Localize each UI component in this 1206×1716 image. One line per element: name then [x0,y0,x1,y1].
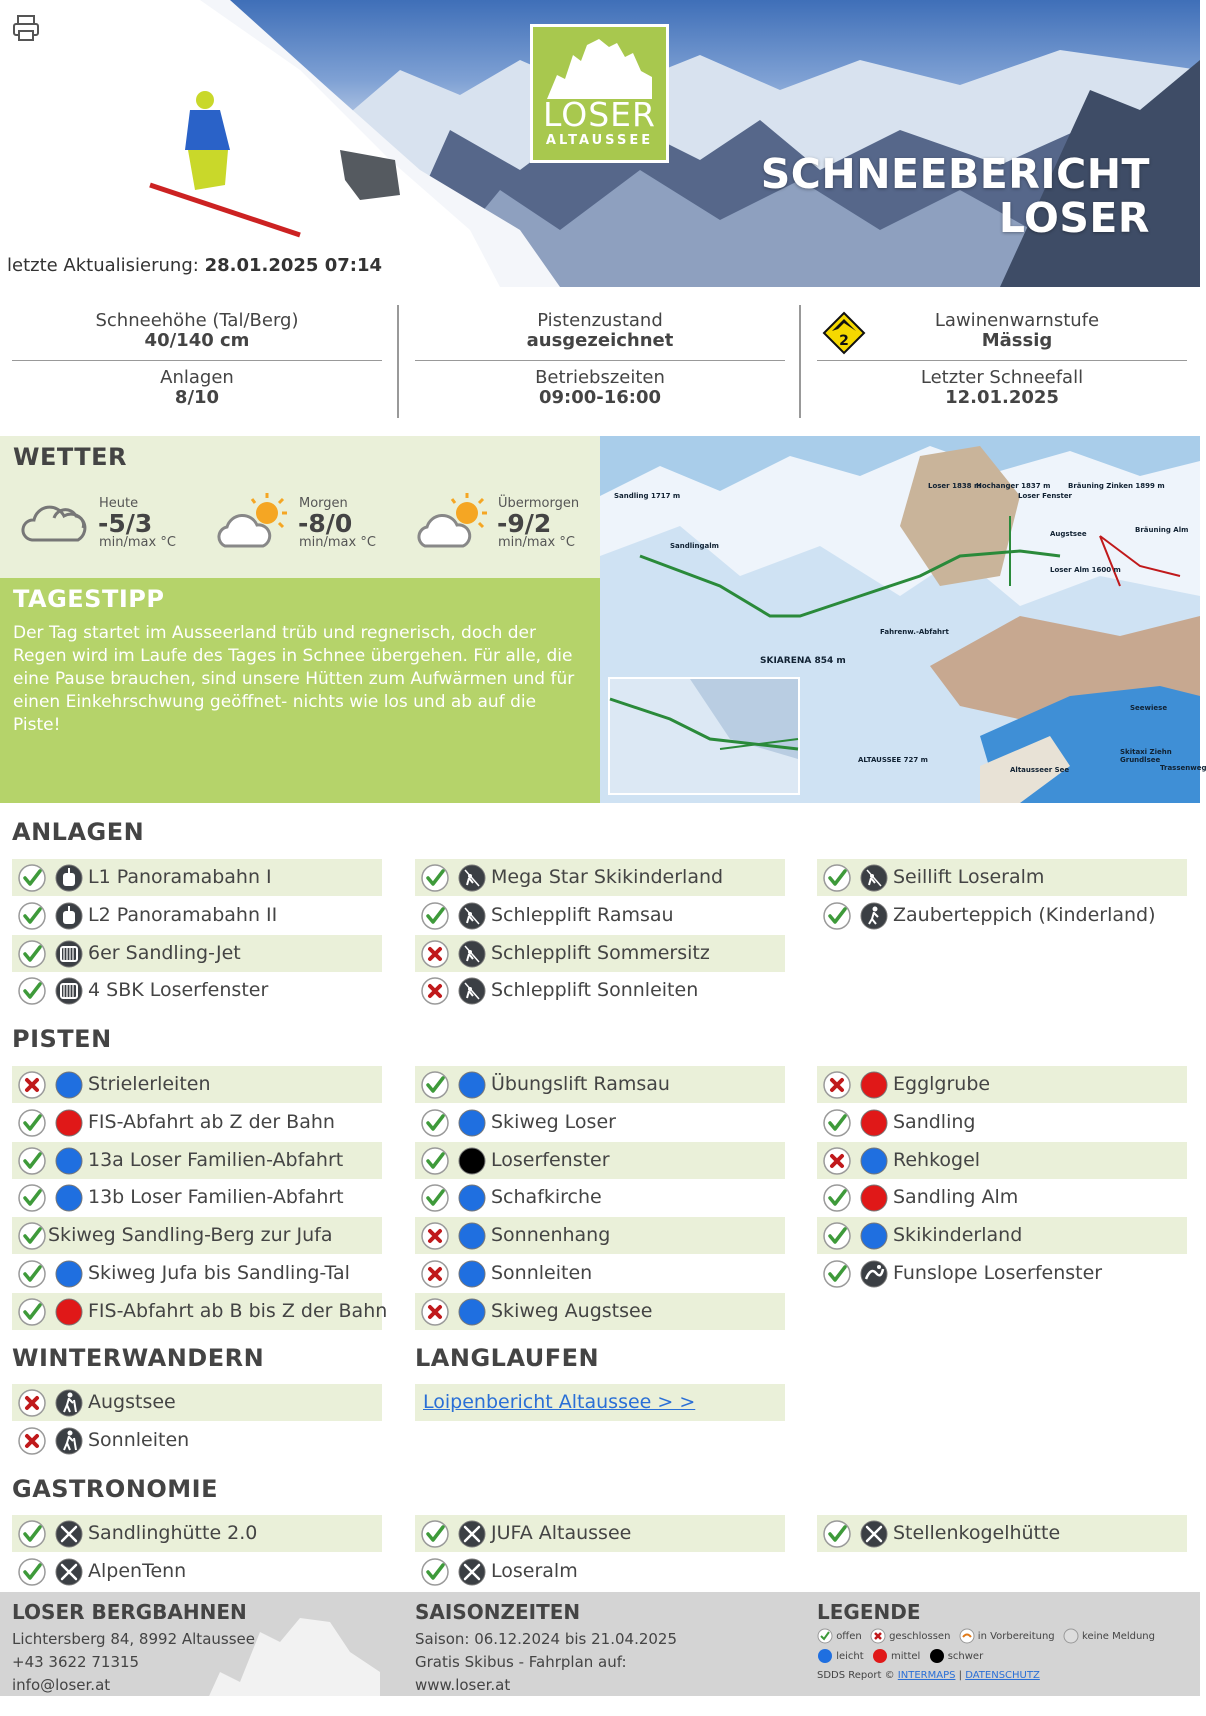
map-label: Loser 1838 m [928,482,982,490]
footer-company-title: LOSER BERGBAHNEN [12,1600,247,1624]
list-item [817,1104,1187,1141]
closed-status-icon [420,939,450,969]
stats-column-3 [817,303,1187,415]
red-piste-dot-icon [54,1108,84,1138]
stats-column-1 [12,303,382,415]
blue-piste-dot-icon [859,1221,889,1251]
piste-map-inset [608,677,800,795]
stat-value: 40/140 cm [144,330,250,351]
no-report-status-icon [1063,1628,1079,1644]
map-label: Altausseer See [1010,766,1070,774]
footer-legend-title: LEGENDE [817,1600,921,1624]
map-label: Hochanger 1837 m [976,482,1051,490]
weather-unit: min/max °C [99,535,176,550]
avalanche-level-icon [822,311,868,355]
easy-dot-icon [817,1648,833,1664]
link-separator: | [958,1670,963,1681]
list-item [415,1217,785,1254]
cloudy-icon [20,496,90,546]
restaurant-icon [54,1519,84,1549]
footer-season-title: SAISONZEITEN [415,1600,581,1624]
list-item [12,1179,382,1216]
map-label: Bräuning Zinken 1899 m [1068,482,1165,490]
map-label: SKIARENA 854 m [760,656,846,666]
divider [799,305,801,418]
open-status-icon [822,1519,852,1549]
weather-day-label: Heute [99,496,139,511]
map-inset-image [610,679,798,793]
list-item [12,1255,382,1292]
open-status-icon [17,1519,47,1549]
mountain-logo-icon [547,37,652,99]
map-label: Seewiese [1130,704,1168,712]
gondola-icon [54,901,84,931]
list-item-name: Stellenkogelhütte [893,1522,1061,1544]
list-item-name: 4 SBK Loserfenster [88,979,269,1002]
list-item-name: L1 Panoramabahn I [88,866,272,888]
list-item [415,1179,785,1216]
open-status-icon [420,1070,450,1100]
list-item-name: JUFA Altaussee [491,1522,632,1544]
blue-piste-dot-icon [457,1183,487,1213]
list-item-name: 6er Sandling-Jet [88,941,241,964]
list-item-name: Schlepplift Ramsau [491,903,674,926]
draglift-icon [457,939,487,969]
blue-piste-dot-icon [457,1108,487,1138]
printer-icon[interactable] [12,14,40,42]
list-item-name: Strielerleiten [88,1073,211,1095]
list-item-name: Funslope Loserfenster [893,1262,1103,1284]
daily-tip-text: Der Tag startet im Ausseerland trüb und regnerisch, doch der Regen wird im Laufe des Tages in Schnee übergehen. Für alle, die eine Pause brauchen, sind unsere Hütten zum Aufwärmen und für einen Einkehrschwung geöffnet- nichts wie los und ab auf die Piste! [13,623,575,735]
list-item-name: Egglgrube [893,1073,991,1095]
stat-value: 8/10 [174,387,220,408]
list-item [817,1255,1187,1292]
list-item-name: AlpenTenn [88,1559,187,1582]
list-item [817,1179,1187,1216]
map-label: Sandling 1717 m [614,492,681,500]
stat-value: 09:00-16:00 [538,387,662,408]
blue-piste-dot-icon [54,1070,84,1100]
list-item [817,1066,1187,1103]
open-status-icon [17,1221,47,1251]
map-label: Augstsee [1050,530,1087,538]
list-item [12,935,382,972]
list-item-name: Schlepplift Sommersitz [491,941,710,964]
website-text[interactable]: www.loser.at [415,1676,511,1694]
divider [415,360,785,361]
map-label: Skitaxi Ziehn Grundlsee [1120,748,1172,764]
stat-label: Anlagen [160,367,234,388]
closed-status-icon [420,976,450,1006]
draglift-icon [457,976,487,1006]
chairlift-icon [54,976,84,1006]
list-item-name: Skiweg Sandling-Berg zur Jufa [48,1224,333,1247]
list-item [12,1066,382,1103]
closed-status-icon [822,1146,852,1176]
trail-report-link[interactable]: Loipenbericht Altaussee > > [423,1391,696,1413]
gastronomy-title: GASTRONOMIE [12,1475,219,1503]
skibus-text: Gratis Skibus - Fahrplan auf: [415,1653,627,1671]
season-dates: Saison: 06.12.2024 bis 21.04.2025 [415,1630,678,1648]
open-status-icon [822,1108,852,1138]
open-status-icon [17,1297,47,1327]
hiker-icon [54,1388,84,1418]
closed-status-icon [420,1297,450,1327]
address-text: Lichtersberg 84, 8992 Altaussee [12,1630,255,1648]
list-item-name: L2 Panoramabahn II [88,903,278,926]
stat-piste-condition [415,311,785,351]
list-item-name: FIS-Abfahrt ab Z der Bahn [88,1110,335,1133]
hero-banner [0,0,1200,287]
stat-value: ausgezeichnet [526,330,674,351]
list-item-name: Sonnleiten [491,1262,593,1284]
draglift-icon [457,901,487,931]
list-item [12,1384,382,1421]
slopes-title: PISTEN [12,1025,112,1053]
avalanche-level-number: 2 [839,333,849,349]
restaurant-icon [54,1557,84,1587]
list-item-name: Mega Star Skikinderland [491,866,724,888]
list-item-name: Sandling [893,1110,976,1133]
list-item [817,859,1187,896]
list-item [415,859,785,896]
list-item-name: Rehkogel [893,1148,981,1171]
open-status-icon [17,976,47,1006]
list-item-name: Seillift Loseralm [893,866,1045,888]
open-status-icon [17,863,47,893]
weather-temperature: -8/0 [298,509,353,538]
chairlift-icon [54,939,84,969]
legend-closed: geschlossen [889,1631,951,1642]
list-item [12,859,382,896]
gondola-icon [54,863,84,893]
list-item [415,1255,785,1292]
list-item [817,897,1187,934]
lifts-title: ANLAGEN [12,818,145,846]
map-label: Trassenweg [1160,764,1206,772]
stat-label: Lawinenwarnstufe [934,310,1100,331]
legend-easy: leicht [836,1651,864,1662]
daily-tip-title: TAGESTIPP [13,585,165,613]
open-status-icon [420,1146,450,1176]
closed-status-icon [17,1070,47,1100]
map-label: Fahrenw.-Abfahrt [880,628,949,636]
restaurant-icon [859,1519,889,1549]
list-item-name: Loserfenster [491,1148,610,1171]
open-status-icon [822,1259,852,1289]
blue-piste-dot-icon [54,1146,84,1176]
closed-status-icon [17,1426,47,1456]
list-item-name: Augstsee [88,1391,176,1413]
blue-piste-dot-icon [54,1259,84,1289]
divider [817,360,1187,361]
open-status-icon [17,901,47,931]
list-item [415,1293,785,1330]
stat-opening-hours [415,368,785,408]
map-label: Loser Alm 1600 m [1050,566,1121,574]
restaurant-icon [457,1557,487,1587]
list-item-name: Sonnenhang [491,1224,611,1247]
open-status-icon [17,1183,47,1213]
list-item [415,1553,785,1590]
blue-piste-dot-icon [457,1070,487,1100]
list-item-name: Sandling Alm [893,1186,1019,1209]
loser-logo[interactable] [530,24,669,163]
list-item [12,1293,388,1330]
list-item [817,1142,1187,1179]
open-status-icon [17,1259,47,1289]
hiker-icon [54,1426,84,1456]
list-item-name: Übungslift Ramsau [491,1073,670,1095]
list-item-name: Skiweg Loser [491,1110,616,1133]
open-status-icon [822,863,852,893]
list-item-name: Loseralm [491,1559,578,1582]
report-prefix: SDDS Report © [817,1670,895,1681]
list-item [12,1217,382,1254]
legend-medium: mittel [891,1651,921,1662]
restaurant-icon [457,1519,487,1549]
legend-open: offen [836,1631,862,1642]
list-item [12,1553,382,1590]
weather-unit: min/max °C [498,535,575,550]
red-piste-dot-icon [54,1297,84,1327]
list-item-name: 13a Loser Familien-Abfahrt [88,1148,344,1171]
hard-dot-icon [929,1648,945,1664]
stat-value: Mässig [981,330,1053,351]
draglift-icon [457,863,487,893]
stats-column-2 [415,303,785,415]
list-item [415,1515,785,1552]
phone-text[interactable]: +43 3622 71315 [12,1653,140,1671]
red-piste-dot-icon [859,1108,889,1138]
legend-none: keine Meldung [1082,1631,1155,1642]
stat-label: Betriebszeiten [535,367,665,388]
list-item [415,1066,785,1103]
footer-address [12,1628,255,1697]
privacy-link[interactable]: DATENSCHUTZ [965,1670,1040,1681]
list-item [12,1142,382,1179]
open-status-icon [822,1221,852,1251]
legend-status-row [817,1628,1155,1644]
stat-avalanche [847,311,1187,351]
map-label: Loser Fenster [1018,492,1073,500]
map-label: ALTAUSSEE 727 m [858,756,928,764]
black-piste-dot-icon [457,1146,487,1176]
stat-snow-depth [12,311,382,351]
stat-label: Letzter Schneefall [920,367,1084,388]
stat-label: Pistenzustand [537,310,663,331]
draglift-icon [859,863,889,893]
list-item [12,1515,382,1552]
list-item-name: Sandlinghütte 2.0 [88,1522,258,1544]
intermaps-link[interactable]: INTERMAPS [897,1670,956,1681]
blue-piste-dot-icon [54,1183,84,1213]
list-item-name: 13b Loser Familien-Abfahrt [88,1186,344,1209]
list-item [817,1515,1187,1552]
divider [397,305,399,418]
preparation-status-icon [959,1628,975,1644]
blue-piste-dot-icon [859,1146,889,1176]
open-status-icon [17,1146,47,1176]
footer-season [415,1628,677,1697]
closed-status-icon [17,1388,47,1418]
weather-title: WETTER [13,443,128,471]
list-item [12,1422,382,1459]
page-title-line1: SCHNEEBERICHT [760,150,1150,198]
map-label: Bräuning Alm [1135,526,1189,534]
list-item-name: Skiweg Jufa bis Sandling-Tal [88,1262,350,1284]
open-status-icon [420,901,450,931]
logo-text-loser: LOSER [543,95,656,134]
open-status-icon [817,1628,833,1644]
open-status-icon [420,1108,450,1138]
closed-status-icon [822,1070,852,1100]
list-item-name: Sonnleiten [88,1428,190,1451]
open-status-icon [420,1183,450,1213]
list-item-name: FIS-Abfahrt ab B bis Z der Bahn [88,1299,388,1322]
open-status-icon [420,863,450,893]
last-update-value: 28.01.2025 07:14 [204,255,383,276]
stat-lifts [12,368,382,408]
stat-value: 12.01.2025 [945,387,1059,408]
funslope-icon [859,1259,889,1289]
legend-report-row [817,1670,1040,1681]
open-status-icon [822,901,852,931]
partly-sunny-icon [415,491,495,551]
weather-temperature: -9/2 [497,509,552,538]
legend-difficulty-row [817,1648,983,1664]
weather-day-label: Morgen [299,496,348,511]
weather-temperature: -5/3 [98,509,153,538]
closed-status-icon [870,1628,886,1644]
list-item [12,1104,382,1141]
legend-hard: schwer [947,1651,984,1662]
closed-status-icon [420,1259,450,1289]
conveyor-icon [859,901,889,931]
list-item [817,1217,1187,1254]
list-item [415,972,785,1009]
map-label: Sandlingalm [670,542,719,550]
list-item [12,972,382,1009]
blue-piste-dot-icon [457,1297,487,1327]
medium-dot-icon [872,1648,888,1664]
closed-status-icon [420,1221,450,1251]
open-status-icon [420,1519,450,1549]
stat-last-snowfall [817,368,1187,408]
list-item [415,1384,785,1421]
list-item [415,935,785,972]
list-item [415,1104,785,1141]
cross-country-title: LANGLAUFEN [415,1344,600,1372]
page-title [761,152,1150,240]
list-item [415,1142,785,1179]
divider [12,360,382,361]
list-item-name: Schafkirche [491,1186,602,1209]
weather-unit: min/max °C [299,535,376,550]
winter-hiking-title: WINTERWANDERN [12,1344,265,1372]
page-title-line2: LOSER [998,194,1150,242]
list-item [12,897,382,934]
list-item [415,897,785,934]
list-item-name: Skiweg Augstsee [491,1299,653,1322]
red-piste-dot-icon [859,1070,889,1100]
open-status-icon [420,1557,450,1587]
list-item-name: Schlepplift Sonnleiten [491,979,699,1002]
open-status-icon [17,1557,47,1587]
list-item-name: Skikinderland [893,1224,1023,1247]
last-update [7,255,382,276]
blue-piste-dot-icon [457,1259,487,1289]
weather-day-label: Übermorgen [498,496,580,511]
partly-sunny-icon [215,491,295,551]
logo-text-altaussee: ALTAUSSEE [545,133,654,148]
email-text[interactable]: info@loser.at [12,1676,111,1694]
list-item-name: Zauberteppich (Kinderland) [893,903,1156,926]
stat-label: Schneehöhe (Tal/Berg) [95,310,299,331]
open-status-icon [17,1108,47,1138]
last-update-label: letzte Aktualisierung: [7,255,199,276]
blue-piste-dot-icon [457,1221,487,1251]
legend-prep: in Vorbereitung [977,1631,1055,1642]
open-status-icon [822,1183,852,1213]
open-status-icon [17,939,47,969]
red-piste-dot-icon [859,1183,889,1213]
